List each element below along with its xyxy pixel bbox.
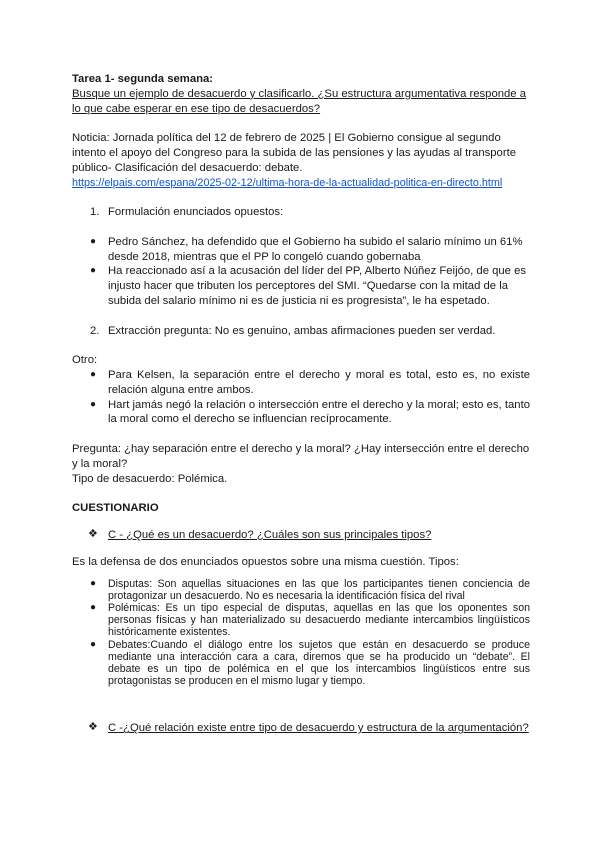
tipo-text: Tipo de desacuerdo: Polémica. xyxy=(72,472,228,485)
diamond-bullet-icon: ❖ xyxy=(88,721,98,734)
step-item xyxy=(72,205,530,220)
enunciado-text: Ha reaccionado así a la acusación del líder del PP, Alberto Núñez Feijóo, de que es injusto hacer que tributen los perceptores del SMI. “Quedarse con la mitad de la subida del salario mínimo ni es de justicia ni es progresista”, le ha espetado. xyxy=(108,265,527,307)
document-page xyxy=(72,72,530,736)
question-1-text: C - ¿Qué es un desacuerdo? ¿Cuáles son sus principales tipos? xyxy=(108,528,432,541)
bullet-icon: ● xyxy=(90,368,97,380)
step-text: Formulación enunciados opuestos: xyxy=(108,206,284,219)
enunciado-text: Pedro Sánchez, ha defendido que el Gobierno ha subido el salario mínimo un 61% desde 2018, mientras que el PP lo congeló cuando gobernaba xyxy=(108,235,523,263)
enunciados-list xyxy=(72,235,530,309)
tipos-list xyxy=(72,578,530,688)
tipo-text: Polémicas: Es un tipo especial de disputas, aquellas en las que los oponentes son personas físicas y han materializado su desacuerdo mediante intercambios lingüísticos históricamente existentes. xyxy=(108,601,530,639)
bullet-icon: ● xyxy=(90,638,97,650)
question-1-answer: Es la defensa de dos enunciados opuestos sobre una misma cuestión. Tipos: xyxy=(72,555,459,568)
list-item xyxy=(72,602,530,639)
task-heading: Tarea 1- segunda semana: xyxy=(72,73,214,85)
steps-list-2 xyxy=(72,324,530,339)
noticia-text: Noticia: Jornada política del 12 de febrero de 2025 | El Gobierno consigue al segundo intento el apoyo del Congreso para la subida de las pensiones y las ayudas al transporte público- Clasificación del desacuerdo: debate. xyxy=(72,132,517,174)
step-text: Extracción pregunta: No es genuino, ambas afirmaciones pueden ser verdad. xyxy=(108,324,496,337)
steps-list-1 xyxy=(72,205,530,220)
step-number: 2. xyxy=(90,324,100,337)
list-item xyxy=(72,578,530,602)
list-item xyxy=(72,398,530,428)
bullet-icon: ● xyxy=(90,265,97,277)
diamond-bullet-icon: ❖ xyxy=(88,527,98,540)
step-item xyxy=(72,324,530,339)
pregunta-text: Pregunta: ¿hay separación entre el derecho y la moral? ¿Hay intersección entre el derecho y la moral? xyxy=(72,442,530,470)
list-item xyxy=(72,235,530,265)
bullet-icon: ● xyxy=(90,235,97,247)
question-2-text: C -¿Qué relación existe entre tipo de desacuerdo y estructura de la argumentación? xyxy=(108,722,529,735)
bullet-icon: ● xyxy=(90,398,97,410)
list-item xyxy=(72,264,530,308)
task-prompt: Busque un ejemplo de desacuerdo y clasificarlo. ¿Su estructura argumentativa responde a lo que cabe esperar en ese tipo de desacuerdos? xyxy=(72,87,527,115)
otro-label: Otro: xyxy=(72,354,98,367)
otro-text: Hart jamás negó la relación o intersección entre el derecho y la moral; esto es, tanto la moral como el derecho se influencian recíprocamente. xyxy=(108,398,530,426)
question-2 xyxy=(72,721,530,736)
article-link[interactable]: https://elpais.com/espana/2025-02-12/ultima-hora-de-la-actualidad-politica-en-directo.html xyxy=(72,176,503,189)
list-item xyxy=(72,639,530,688)
bullet-icon: ● xyxy=(90,601,97,613)
otro-list xyxy=(72,368,530,427)
tipo-text: Debates:Cuando el diálogo entre los sujetos que están en desacuerdo se produce mediante una interacción cara a cara, diremos que se ha producido un “debate”. El debate es un tipo de polémica en el que los intercambios lingüísticos entre sus protagonistas se producen en el mismo lugar y tiempo. xyxy=(108,638,530,688)
cuestionario-title: CUESTIONARIO xyxy=(72,502,159,515)
list-item xyxy=(72,368,530,398)
bullet-icon: ● xyxy=(90,577,97,589)
otro-text: Para Kelsen, la separación entre el derecho y moral es total, esto es, no existe relación alguna entre ambos. xyxy=(108,368,530,396)
step-number: 1. xyxy=(90,206,100,219)
question-1 xyxy=(72,528,530,543)
tipo-text: Disputas: Son aquellas situaciones en las que los participantes tienen conciencia de protagonizar un desacuerdo. No es necesaria la identificación física del rival xyxy=(108,577,530,602)
